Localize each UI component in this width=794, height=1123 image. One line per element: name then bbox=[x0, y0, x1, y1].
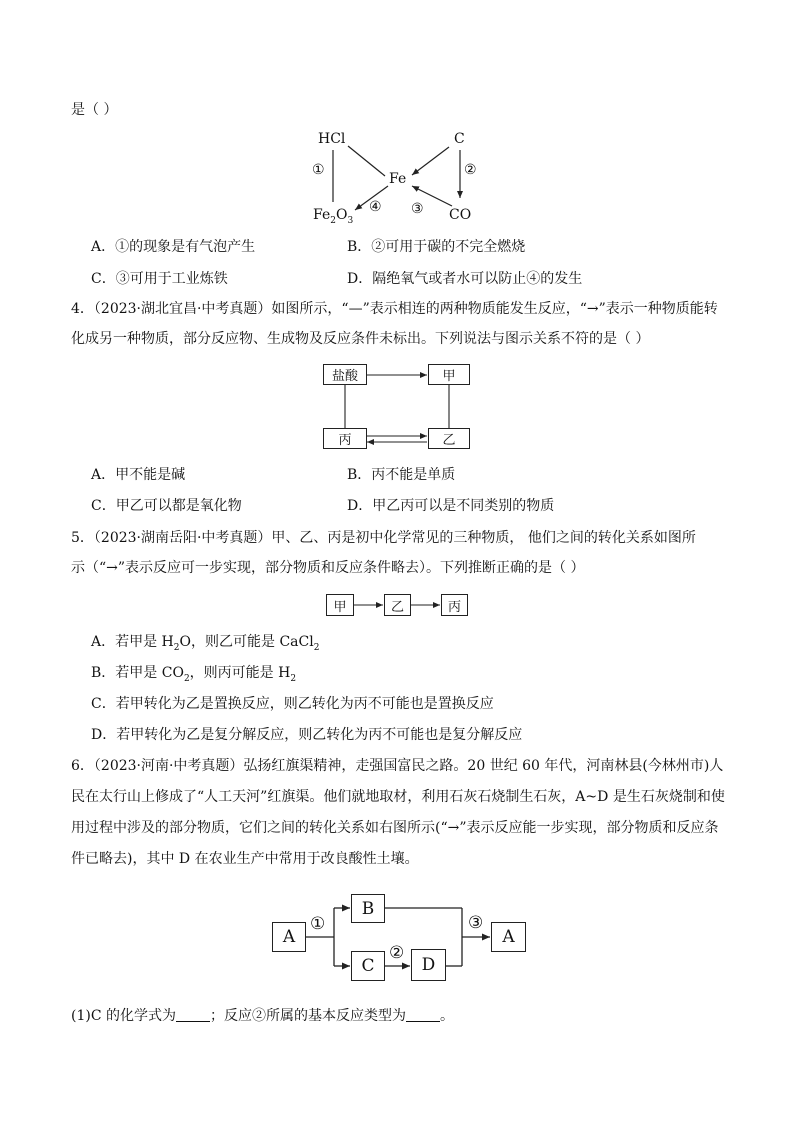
acid-box: 盐酸 bbox=[323, 364, 367, 385]
q3-option-d[interactable]: D．隔绝氧气或者水可以防止④的发生 bbox=[347, 271, 583, 287]
q6-d-box: D bbox=[411, 949, 446, 981]
q6-reaction-2-marker: ② bbox=[389, 943, 405, 963]
q6-stem-line1: 6．（2023·河南·中考真题）弘扬红旗渠精神，走强国富民之路。20 世纪 60 年代，河南林县(今林州市)人 bbox=[71, 758, 724, 774]
q5-yi-box: 乙 bbox=[384, 594, 411, 616]
q6-a-end-box: A bbox=[491, 922, 526, 952]
q5-stem-line1: 5．（2023·湖南岳阳·中考真题）甲、乙、丙是初中化学常见的三种物质， 他们之间的转化关系如图所 bbox=[71, 530, 696, 546]
q4-option-a[interactable]: A．甲不能是碱 bbox=[91, 467, 186, 483]
yi-box: 乙 bbox=[428, 428, 470, 449]
q6-stem-line4: 件已略去)，其中 D 在农业生产中常用于改良酸性土壤。 bbox=[71, 851, 419, 867]
q4-option-c[interactable]: C．甲乙可以都是氧化物 bbox=[91, 498, 242, 514]
reaction-1-marker: ① bbox=[312, 162, 325, 178]
q6-a-start-box: A bbox=[272, 922, 306, 952]
q6-stem-line3: 用过程中涉及的部分物质，它们之间的转化关系如右图所示(“→”表示反应能一步实现，部分物质和反应条 bbox=[71, 820, 719, 836]
q6-b-box: B bbox=[351, 894, 385, 923]
answer-blank-2[interactable] bbox=[406, 1007, 440, 1022]
q4-stem-line1: 4．（2023·湖北宜昌·中考真题）如图所示，“—”表示相连的两种物质能发生反应，“→”表示一种物质能转 bbox=[71, 301, 718, 317]
reaction-2-marker: ② bbox=[464, 162, 477, 178]
q3-option-a[interactable]: A．①的现象是有气泡产生 bbox=[91, 239, 256, 255]
iron-label: Fe bbox=[389, 171, 407, 187]
q5-option-d[interactable]: D．若甲转化为乙是复分解反应，则乙转化为丙不可能也是复分解反应 bbox=[91, 727, 523, 743]
q3-option-b[interactable]: B．②可用于碳的不完全燃烧 bbox=[347, 239, 526, 255]
q5-option-b[interactable]: B．若甲是 $CO_2$，则丙可能是 $H_2$ bbox=[91, 665, 297, 684]
q3-stem-tail: 是（ ） bbox=[71, 102, 118, 118]
q5-jia-box: 甲 bbox=[326, 594, 354, 616]
fe2o3-label: $Fe_2O_3$ bbox=[313, 207, 354, 226]
q3-option-c[interactable]: C．③可用于工业炼铁 bbox=[91, 271, 228, 287]
q6-stem-line2: 民在太行山上修成了“人工天河”红旗渠。他们就地取材，利用石灰石烧制生石灰，A~D 是生石灰烧制和使 bbox=[71, 789, 725, 805]
answer-blank-1[interactable] bbox=[176, 1007, 210, 1022]
co-label: CO bbox=[449, 207, 472, 223]
q5-bing-box: 丙 bbox=[441, 594, 468, 616]
bing-box: 丙 bbox=[323, 428, 367, 449]
reaction-4-marker: ④ bbox=[369, 199, 382, 215]
reaction-3-marker: ③ bbox=[411, 201, 424, 217]
carbon-label: C bbox=[454, 131, 465, 147]
q5-option-c[interactable]: C．若甲转化为乙是置换反应，则乙转化为丙不可能也是置换反应 bbox=[91, 696, 494, 712]
q6-reaction-1-marker: ① bbox=[310, 914, 326, 934]
q6-reaction-3-marker: ③ bbox=[468, 913, 484, 933]
hcl-label: HCl bbox=[318, 131, 346, 147]
q4-option-b[interactable]: B．丙不能是单质 bbox=[347, 467, 456, 483]
q4-stem-line2: 化成另一种物质，部分反应物、生成物及反应条件未标出。下列说法与图示关系不符的是（ ） bbox=[71, 331, 650, 347]
q5-stem-line2: 示（“→”表示反应可一步实现，部分物质和反应条件略去）。下列推断正确的是（ ） bbox=[71, 560, 585, 576]
q6-c-box: C bbox=[351, 951, 385, 981]
q6-subquestion-1: (1)C 的化学式为 ；反应②所属的基本反应类型为 。 bbox=[71, 1008, 454, 1024]
q4-option-d[interactable]: D．甲乙丙可以是不同类别的物质 bbox=[347, 498, 555, 514]
jia-box: 甲 bbox=[428, 364, 470, 385]
q5-option-a[interactable]: A．若甲是 $H_2O$，则乙可能是 CaCl$_2$ bbox=[91, 634, 320, 653]
